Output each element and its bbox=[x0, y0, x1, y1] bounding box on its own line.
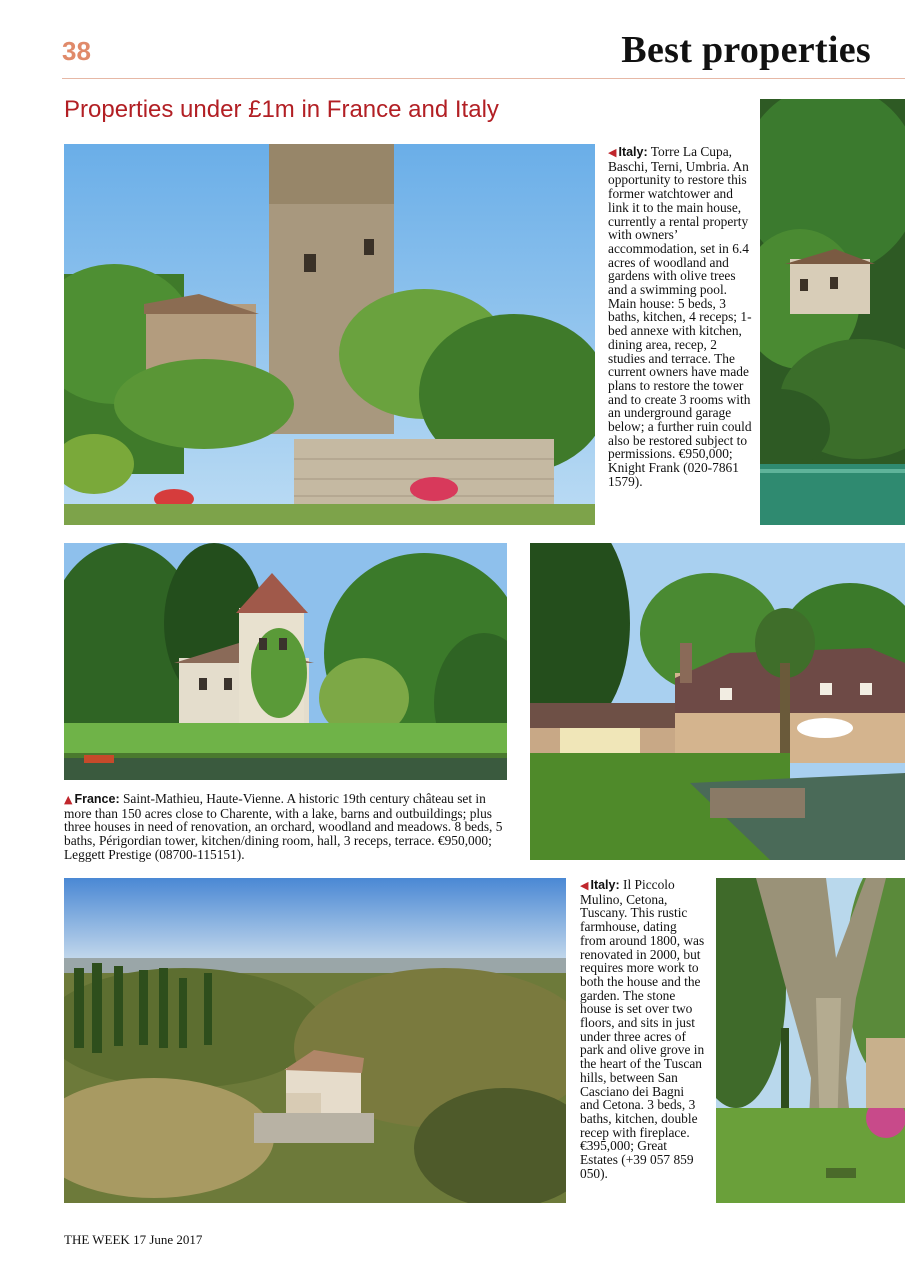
listing-caption-saint-mathieu bbox=[64, 792, 509, 862]
header-rule bbox=[62, 78, 905, 79]
photo-il-piccolo-mulino-tree bbox=[716, 878, 905, 1203]
photo-il-piccolo-mulino bbox=[64, 878, 566, 1203]
page-headline: Properties under £1m in France and Italy bbox=[64, 96, 499, 123]
section-title: Best properties bbox=[621, 29, 871, 71]
page-footer: THE WEEK 17 June 2017 bbox=[64, 1232, 203, 1247]
up-arrow-icon: ▲ bbox=[64, 793, 73, 806]
listing-country: Italy: bbox=[590, 878, 620, 892]
left-arrow-icon: ◀ bbox=[580, 879, 589, 892]
listing-country: France: bbox=[74, 792, 120, 806]
listing-description: Il Piccolo Mulino, Cetona, Tuscany. This rustic farmhouse, dating from around 1800, was renovated in 2000, but requires more work to both the house and the garden. The stone house is set over two floors, and sits in just under three acres of park and olive grove in the heart of the Tuscan hills, between San Casciano dei Bagni and Cetona. 3 beds, 3 baths, kitchen, double recep with fireplace. €395,000; Great Estates (+39 057 859 050). bbox=[580, 877, 705, 1181]
listing-description: Saint-Mathieu, Haute-Vienne. A historic 19th century château set in more than 150 acres close to Charente, with a lake, barns and outbuildings; plus three houses in need of renovation, an orchard, woodland and meadows. 8 beds, 5 baths, Périgordian tower, kitchen/dining room, hall, 3 receps, terrace. €950,000; Leggett Prestige (08700-115151). bbox=[64, 791, 503, 862]
listing-country: Italy: bbox=[618, 145, 648, 159]
photo-torre-la-cupa-lake bbox=[760, 99, 905, 525]
listing-caption-torre-la-cupa bbox=[608, 145, 753, 489]
page-number: 38 bbox=[62, 36, 91, 66]
photo-saint-mathieu-house bbox=[530, 543, 905, 860]
photo-saint-mathieu-chateau bbox=[64, 543, 507, 780]
left-arrow-icon: ◀ bbox=[608, 146, 617, 159]
photo-torre-la-cupa bbox=[64, 144, 595, 525]
listing-description: Torre La Cupa, Baschi, Terni, Umbria. An opportunity to restore this former watchtower and link it to the main house, currently a rental property with owners’ accommodation, set in 6.4 acres of woodland and gardens with olive trees and a swimming pool. Main house: 5 beds, 3 baths, kitchen, 4 receps; 1-bed annexe with kitchen, dining area, recep, 2 studies and terrace. The current owners have made plans to restore the tower and to create 3 rooms with an underground garage below; a further ruin could also be restored subject to permissions. €950,000; Knight Frank (020-7861 1579). bbox=[608, 144, 752, 489]
listing-caption-il-piccolo-mulino bbox=[580, 878, 705, 1180]
